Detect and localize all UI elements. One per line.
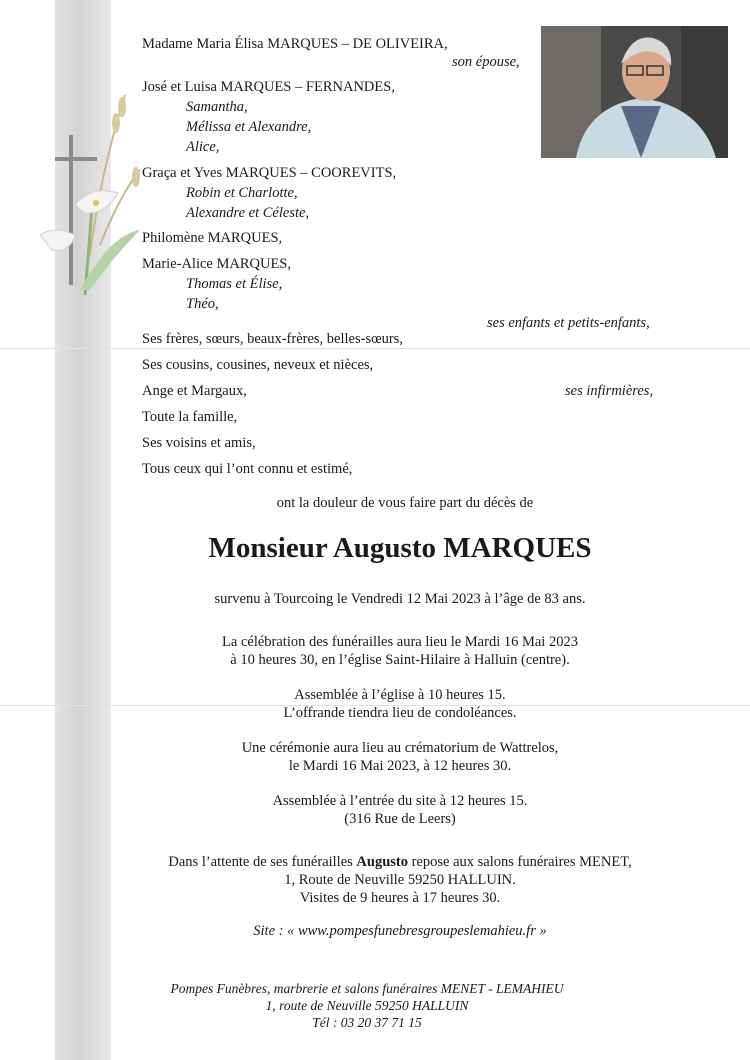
family-child: Thomas et Élise, — [186, 276, 283, 292]
family-line: Ses voisins et amis, — [142, 435, 256, 451]
family-child: Robin et Charlotte, — [186, 185, 298, 201]
family-child: Alice, — [186, 139, 220, 155]
spouse-role: son épouse, — [452, 54, 520, 70]
family-line: Ange et Margaux, — [142, 383, 247, 399]
rest-info — [25, 853, 750, 871]
fold-line — [0, 348, 750, 349]
rest-info-pre: Dans l’attente de ses funérailles — [168, 854, 357, 870]
visiting-hours: Visites de 9 heures à 17 heures 30. — [299, 890, 501, 906]
rest-info-post: repose aux salons funéraires MENET, — [408, 854, 632, 870]
footer-company: Pompes Funèbres, marbrerie et salons funéraires MENET - LEMAHIEU — [170, 981, 564, 996]
website: Site : « www.pompesfunebresgroupeslemahieu.fr » — [253, 923, 547, 939]
family-child: Mélissa et Alexandre, — [186, 119, 312, 135]
nurses-role: ses infirmières, — [565, 383, 654, 399]
family-line: Toute la famille, — [142, 409, 238, 425]
site-address: (316 Rue de Leers) — [344, 811, 456, 827]
rest-address: 1, Route de Neuville 59250 HALLUIN. — [284, 872, 516, 888]
gathering-info: Assemblée à l’entrée du site à 12 heures 15. — [272, 793, 528, 809]
funeral-info: à 10 heures 30, en l’église Saint-Hilaire à Halluin (centre). — [230, 652, 570, 668]
cremation-info: Une cérémonie aura lieu au crématorium de Wattrelos, — [241, 740, 559, 756]
family-child: Samantha, — [186, 99, 248, 115]
wheat-icon — [90, 95, 140, 255]
spouse-name: Madame Maria Élisa MARQUES – DE OLIVEIRA, — [142, 36, 448, 52]
cremation-info: le Mardi 16 Mai 2023, à 12 heures 30. — [288, 758, 512, 774]
family-child: Alexandre et Céleste, — [186, 205, 310, 221]
funeral-info: La célébration des funérailles aura lieu le Mardi 16 Mai 2023 — [222, 634, 578, 650]
offering-info: L’offrande tiendra lieu de condoléances. — [283, 705, 517, 721]
family-line: Marie-Alice MARQUES, — [142, 256, 292, 272]
family-line: Philomène MARQUES, — [142, 230, 283, 246]
death-info: survenu à Tourcoing le Vendredi 12 Mai 2023 à l’âge de 83 ans. — [214, 591, 586, 607]
footer-address: 1, route de Neuville 59250 HALLUIN — [265, 998, 469, 1013]
family-line: Ses cousins, cousines, neveux et nièces, — [142, 357, 374, 373]
footer-phone: Tél : 03 20 37 71 15 — [312, 1015, 422, 1030]
cross-lily-decoration — [30, 85, 160, 335]
family-line: Ses frères, sœurs, beaux-frères, belles-sœurs, — [142, 331, 403, 347]
deceased-name: Monsieur Augusto MARQUES — [208, 532, 592, 564]
family-line: Tous ceux qui l’ont connu et estimé, — [142, 461, 353, 477]
family-child: Théo, — [186, 296, 219, 312]
gathering-info: Assemblée à l’église à 10 heures 15. — [294, 687, 506, 703]
rest-info-name: Augusto — [356, 854, 408, 870]
children-role: ses enfants et petits-enfants, — [487, 315, 650, 331]
family-line: Graça et Yves MARQUES – COOREVITS, — [142, 165, 397, 181]
portrait-photo — [541, 26, 728, 158]
family-line: José et Luisa MARQUES – FERNANDES, — [142, 79, 395, 95]
announcement-intro: ont la douleur de vous faire part du décès de — [276, 495, 534, 511]
lily-icon — [40, 191, 140, 295]
